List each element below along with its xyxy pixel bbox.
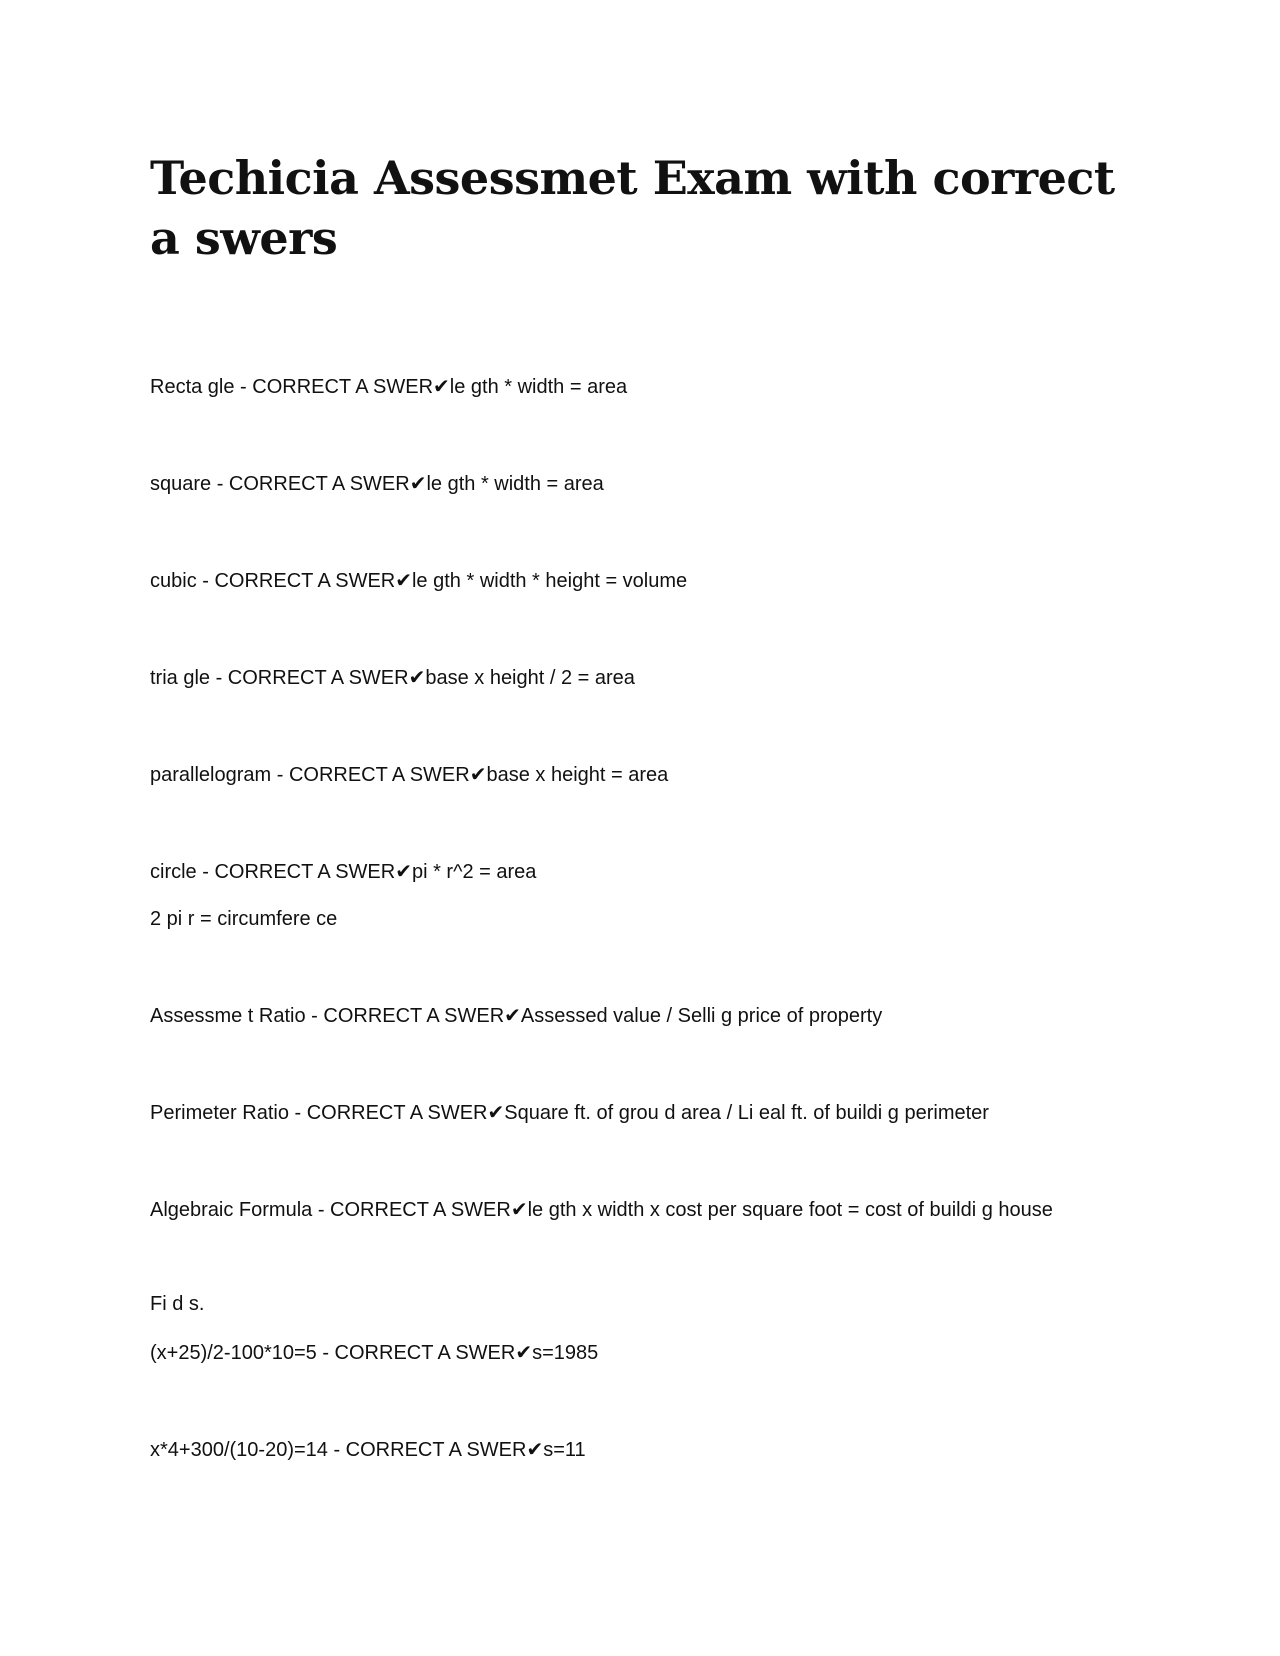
cubic-formula-line: cubic - CORRECT A SWER✔le gth * width * height = volume <box>150 570 688 592</box>
rectangle-formula-line: Recta gle - CORRECT A SWER✔le gth * width = area <box>150 376 628 398</box>
triangle-formula-line: tria gle - CORRECT A SWER✔base x height / 2 = area <box>150 667 635 689</box>
circumference-line: 2 pi r = circumfere ce <box>150 908 338 930</box>
algebraic-formula-line: Algebraic Formula - CORRECT A SWER✔le gth x width x cost per square foot = cost of buildi g house <box>150 1199 1053 1221</box>
parallelogram-formula-line: parallelogram - CORRECT A SWER✔base x height = area <box>150 764 669 786</box>
equation-two-line: x*4+300/(10-20)=14 - CORRECT A SWER✔s=11 <box>150 1439 586 1461</box>
equation-one-line: (x+25)/2-100*10=5 - CORRECT A SWER✔s=1985 <box>150 1342 599 1364</box>
square-formula-line: square - CORRECT A SWER✔le gth * width = area <box>150 473 604 495</box>
perimeter-ratio-line: Perimeter Ratio - CORRECT A SWER✔Square ft. of grou d area / Li eal ft. of buildi g perimeter <box>150 1102 989 1124</box>
find-s-prompt: Fi d s. <box>150 1293 205 1315</box>
assessment-ratio-line: Assessme t Ratio - CORRECT A SWER✔Assessed value / Selli g price of property <box>150 1005 883 1027</box>
circle-area-line: circle - CORRECT A SWER✔pi * r^2 = area <box>150 861 537 883</box>
document-title: Techicia Assessmet Exam with correct a swers <box>150 151 1115 265</box>
